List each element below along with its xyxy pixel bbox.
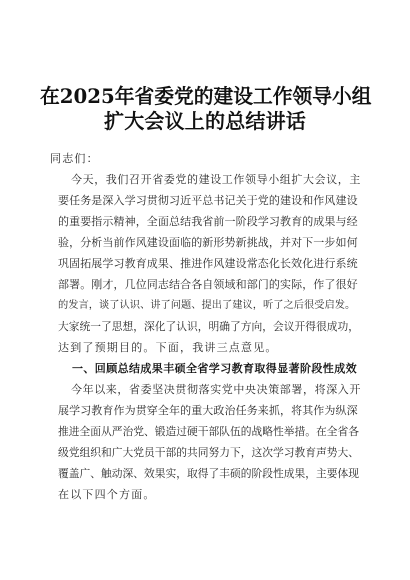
section-heading-1: 一、回顾总结成果丰硕全省学习教育取得显著阶段性成效 [72,362,357,375]
document-title-line-2: 扩大会议上的总结讲话 [104,109,306,133]
section1-line: 今年以来，省委坚决贯彻落实党中央决策部署，将深入开 [71,383,361,396]
section1-line: 覆盖广、触动深、效果实，取得了丰硕的阶段性成果，主要体现 [58,467,360,480]
section1-line: 展学习教育作为贯穿全年的重大政治任务来抓，将其作为纵深 [58,404,358,417]
intro-line: 今天，我们召开省委党的建设工作领导小组扩大会议，主 [71,173,361,186]
intro-line: 巩固拓展学习教育成果、推进作风建设常态化长效化进行系统 [58,257,358,270]
intro-line: 的重要指示精神，全面总结我省前一阶段学习教育的成果与经 [58,215,358,228]
section1-line: 在以下四个方面。 [58,488,156,501]
section1-line: 级党组织和广大党员干部的共同努力下，这次学习教育声势大、 [58,446,360,459]
intro-line: 部署。刚才，几位同志结合各自领域和部门的实际，作了很好 [58,278,358,291]
document-title-line-1: 在2025年省委党的建设工作领导小组 [40,84,372,108]
section1-line: 推进全面从严治党、锻造过硬干部队伍的战略性举措。在全省各 [58,425,360,438]
intro-line: 要任务是深入学习贯彻习近平总书记关于党的建设和作风建设 [58,194,358,207]
intro-line: 大家统一了思想，深化了认识，明确了方向，会议开得很成功， [58,320,360,333]
intro-line: 的发言，谈了认识、讲了问题、提出了建议，听了之后很受启发。 [58,299,356,311]
salutation: 同志们： [50,152,99,165]
intro-line: 达到了预期目的。下面，我讲三点意见。 [58,341,278,354]
intro-line: 验，分析当前作风建设面临的新形势新挑战，并对下一步如何 [58,236,358,249]
